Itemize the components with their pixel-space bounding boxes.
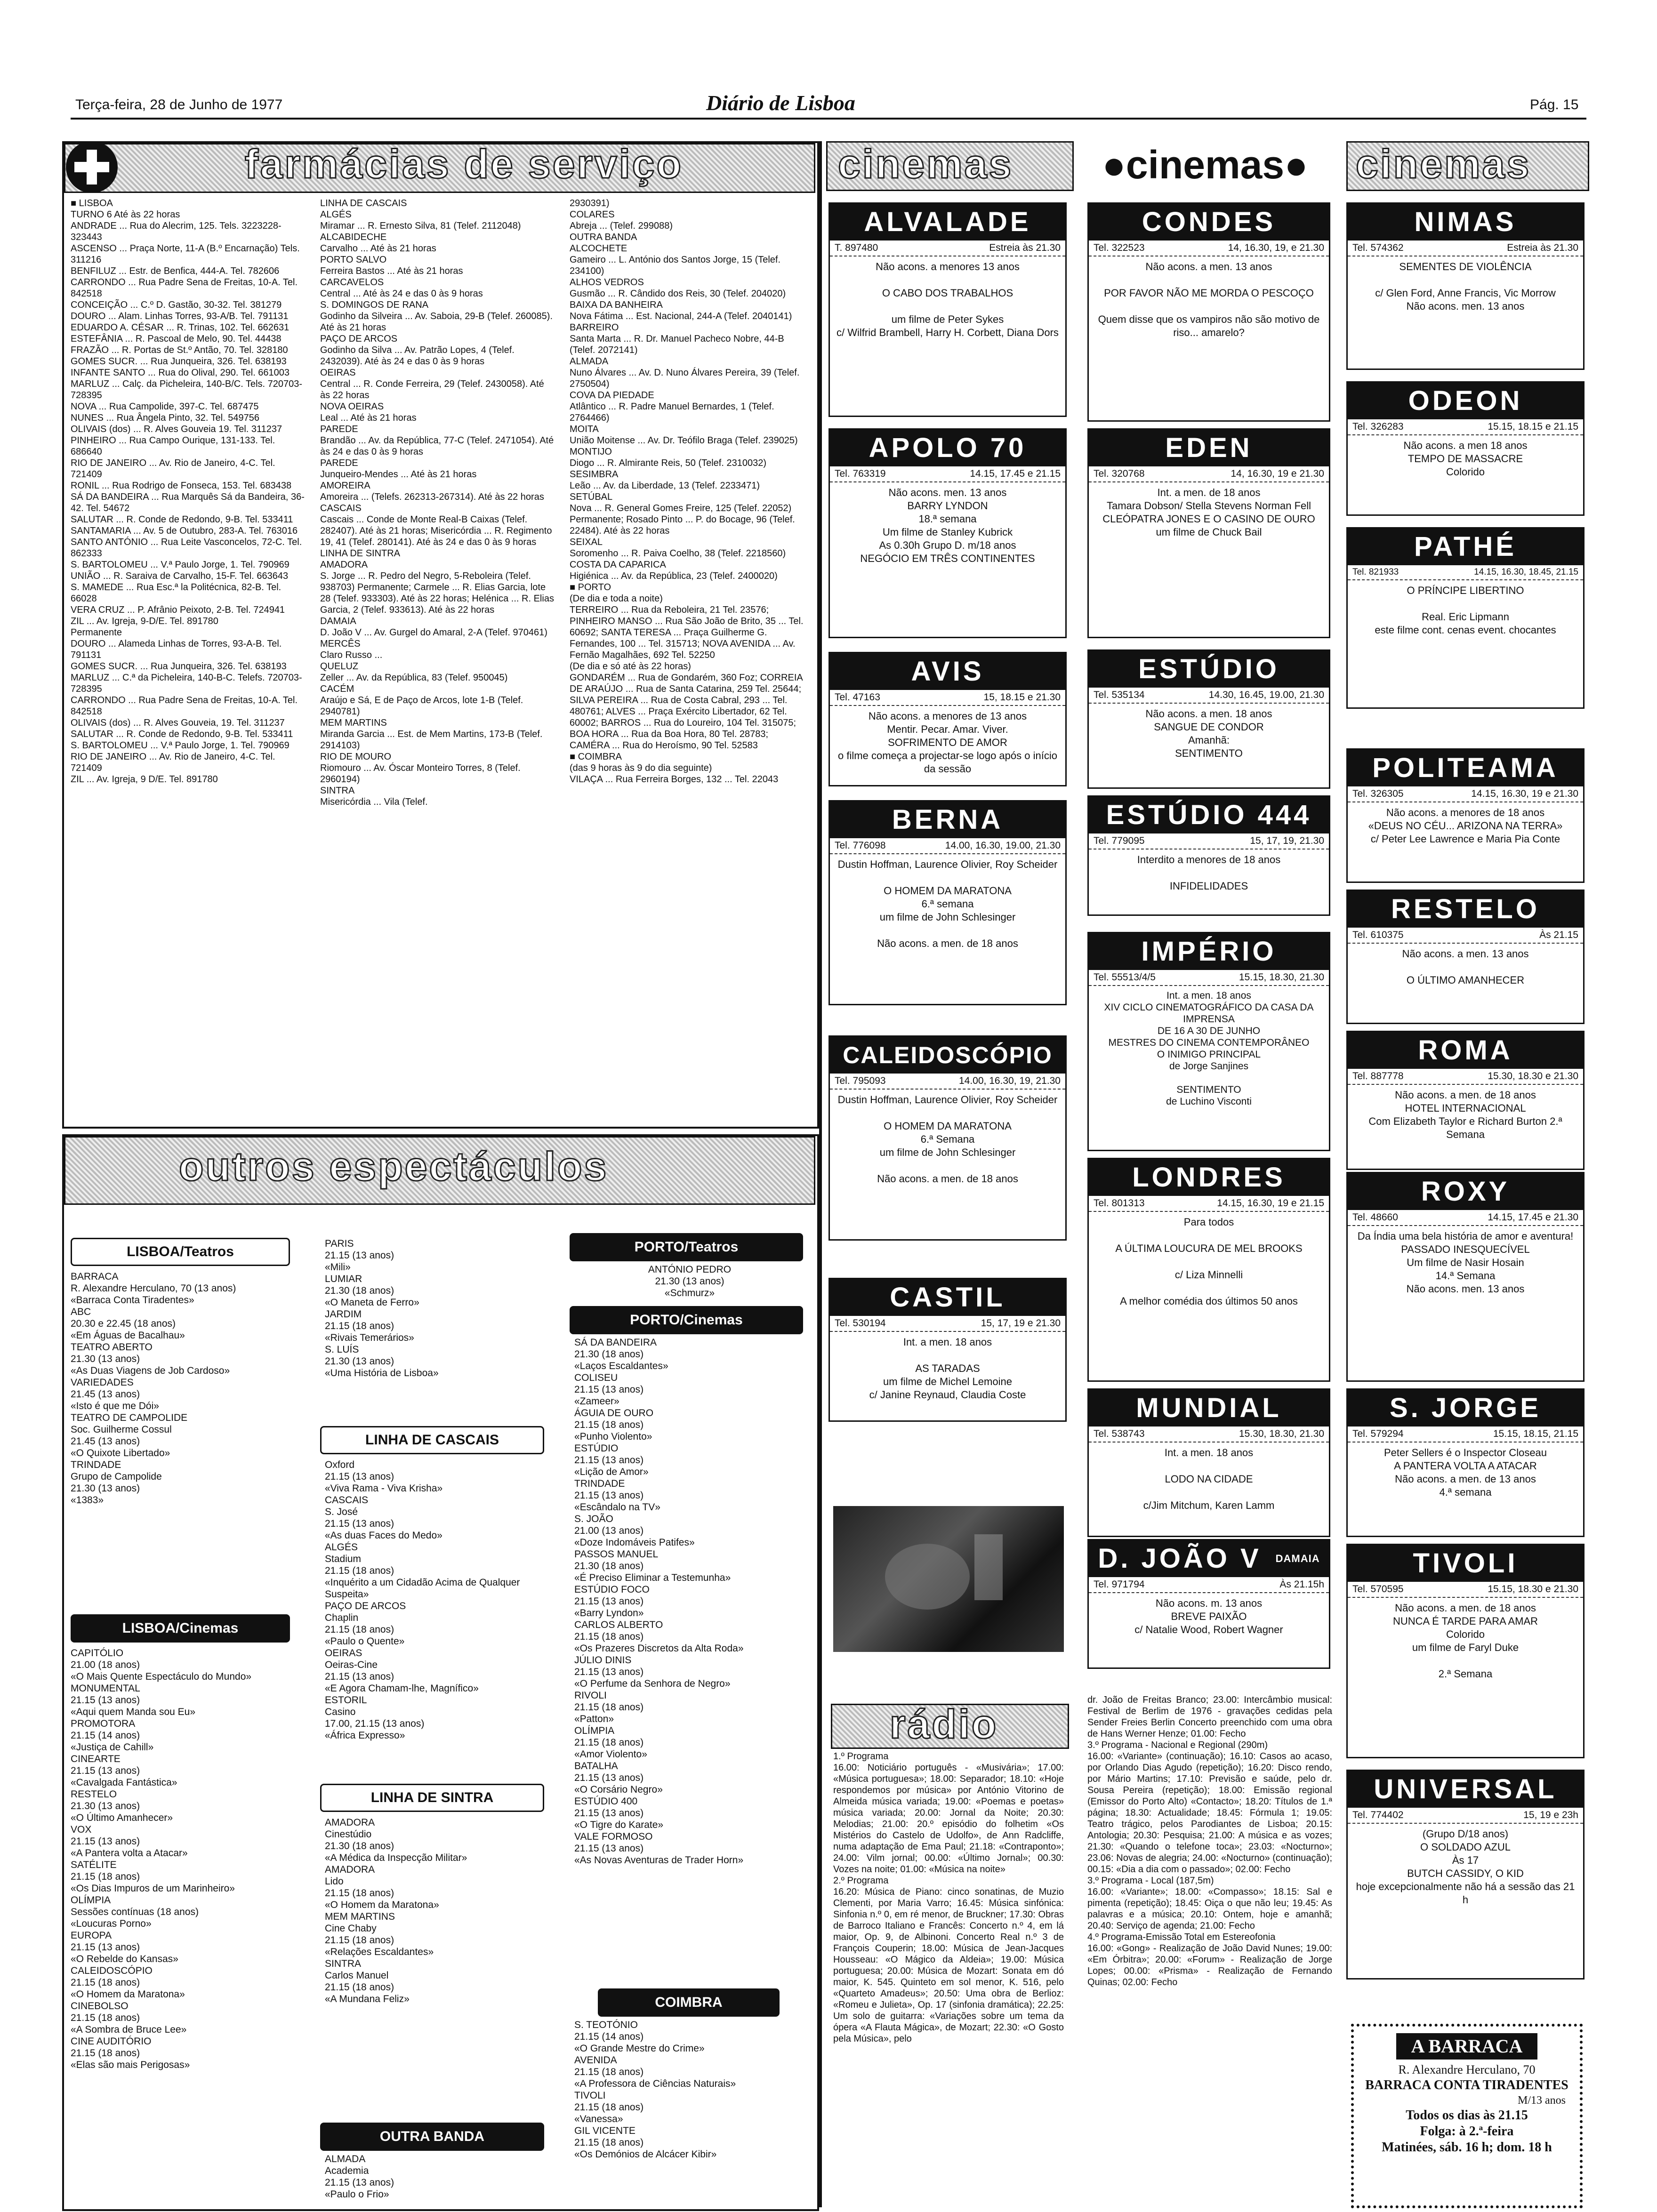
cinema-tel: Tel. 574362: [1352, 242, 1404, 253]
pharmacy-cross-icon: [66, 141, 118, 193]
barraca-ad-title: A BARRACA: [1396, 2033, 1537, 2060]
barraca-ad-schedule: Todos os dias às 21.15 Folga: à 2.ª-feira Matinées, sáb. 16 h; dom. 18 h: [1382, 2108, 1552, 2155]
cinema-tel: Tel. 776098: [835, 840, 886, 851]
cinema-apolo70: [828, 428, 1067, 638]
header-date: Terça-feira, 28 de Junho de 1977: [75, 97, 283, 112]
cinema-tel: Tel. 320768: [1094, 468, 1145, 479]
cinema-imperio: [1087, 932, 1330, 1151]
farmacias-title: farmácias de serviço: [245, 142, 683, 187]
cinema-times: Às 21.15h: [1279, 1579, 1324, 1590]
cinema-name: BERNA: [830, 801, 1065, 838]
cinema-restelo: [1346, 890, 1585, 1024]
cinema-tel-row: [1089, 466, 1329, 482]
outros-outra-banda: ALMADA Academia 21.15 (13 anos) «Paulo o Frio»: [325, 2154, 394, 2200]
cinema-name-row: [1089, 1540, 1329, 1577]
cinema-info: (Grupo D/18 anos) O SOLDADO AZUL Às 17 BUTCH CASSIDY, O KID hoje excepcionalmente não há a sessão das 21 h: [1356, 1828, 1575, 1906]
cinema-times: 14.30, 16.45, 19.00, 21.30: [1208, 689, 1324, 700]
cinema-times: 14.15, 16.30, 18.45, 21.15: [1474, 567, 1578, 577]
cinema-alvalade: [828, 202, 1067, 417]
cinema-times: 14.15, 16.30, 19 e 21.15: [1217, 1198, 1324, 1209]
cinema-tel: Tel. 570595: [1352, 1584, 1404, 1595]
barraca-ad-show: BARRACA CONTA TIRADENTES: [1365, 2078, 1569, 2092]
cinema-info: Dustin Hoffman, Laurence Olivier, Roy Scheider O HOMEM DA MARATONA 6.ª semana um filme de John Schlesinger Não acons. a men. de 18 anos: [837, 858, 1058, 949]
cinema-name: LONDRES: [1089, 1159, 1329, 1196]
farmacias-col-1: ■ LISBOA TURNO 6 Até às 22 horas ANDRADE ... Rua do Alecrim, 125. Tels. 3223228-323443 ASCENSO ... Praça Norte, 11-A (B.º Encarnação) Tels. 311216 BENFILUZ ... Estr. de Benfica, 444-A. Tel. 782606 CARRONDO ... Rua Padre Sena de Freitas, 10-A. Tel. 842518 CONCEIÇÃO ... C.º D. Gastão, 30-32. Tel. 381279 DOURO ... Alam. Linhas Torres, 93-A/B. Tel. 791131 EDUARDO A. CÉSAR ... R. Trinas, 102. Tel. 662631 ESTEFÂNIA ... R. Pascoal de Melo, 90. Tel. 44438 FRAZÃO ... R. Portas de St.º Antão, 70. Tel. 328180 GOMES SUCR. ... Rua Junqueira, 326. Tel. 638193 INFANTE SANTO ... Rua do Olival, 290. Tel. 661003 MARLUZ ... Calç. da Picheleira, 140-B/C. Tels. 720703-728395 NOVA ... Rua Campolide, 397-C. Tel. 687475 NUNES ... Rua Ângela Pinto, 32. Tel. 549756 OLIVAIS (dos) ... R. Alves Gouveia 19. Tel. 311237 PINHEIRO ... Rua Campo Ourique, 131-133. Tel. 686640 RIO DE JANEIRO ... Av. Rio de Janeiro, 4-C. Tel. 721409 RONIL ... Rua Rodrigo de Fonseca, 153. Tel. 683438 SÁ DA BANDEIRA ... Rua Marquês Sá da Bandeira, 36-42. Tel. 54672 SALUTAR ... R. Conde de Redondo, 9-B. Tel. 533411 SANTAMARIA ... Av. 5 de Outubro, 283-A. Tel. 763016 SANTO ANTÓNIO ... Rua Leite Vasconcelos, 72-C. Tel. 862333 S. BARTOLOMEU ... V.ª Paulo Jorge, 1. Tel. 790969 UNIÃO ... R. Saraiva de Carvalho, 15-F. Tel. 663643 S. MAMEDE ... Rua Esc.ª la Politécnica, 82-B. Tel. 66028 VERA CRUZ ... P. Afrânio Peixoto, 2-B. Tel. 724941 ZIL ... Av. Igreja, 9-D/E. Tel. 891780 Permanente DOURO ... Alameda Linhas de Torres, 93-A-B. Tel. 791131 GOMES SUCR. ... Rua Junqueira, 326. Tel. 638193 MARLUZ ... C.ª da Picheleira, 140-B-C. Telefs. 720703-728395 CARRONDO ... Rua Padre Sena de Freitas, 10-A. Tel. 842518 OLIVAIS (dos) ... R. Alves Gouveia, 19. Tel. 311237 SALUTAR ... R. Conde de Redondo, 9-B. Tel. 533411 S. BARTOLOMEU ... V.ª Paulo Jorge, 1. Tel. 790969 RIO DE JANEIRO ... Av. Rio de Janeiro, 4-C. Tel. 721409 ZIL ... Av. Igreja, 9 D/E. Tel. 891780: [71, 198, 305, 785]
cinema-sjorge: [1346, 1388, 1585, 1537]
cinema-times: 15.15, 18.30 e 21.30: [1488, 1584, 1578, 1595]
outros-linha-cascais: Oxford 21.15 (13 anos) «Viva Rama - Viva Krisha» CASCAIS S. José 21.15 (13 anos) «As duas Faces do Medo» ALGÉS Stadium 21.15 (18 anos) «Inquérito a um Cidadão Acima de Qualquer Suspeita» PAÇO DE ARCOS Chaplin 21.15 (18 anos) «Paulo o Quente» OEIRAS Oeiras-Cine 21.15 (13 anos) «E Agora Chamam-lhe, Magnífico» ESTORIL Casino 17.00, 21.15 (13 anos) «África Expresso»: [325, 1459, 520, 1741]
section-linha-cascais: LINHA DE CASCAIS: [320, 1426, 544, 1454]
cinema-berna: [828, 800, 1067, 1005]
cinema-info: Int. a men. de 18 anos Tamara Dobson/ Stella Stevens Norman Fell CLEÓPATRA JONES E O CASINO DE OURO um filme de Chuck Bail: [1102, 487, 1315, 538]
cinema-name: CASTIL: [830, 1279, 1065, 1316]
cinema-times: 14.00, 16.30, 19.00, 21.30: [945, 840, 1061, 851]
cinema-tel-row: [1348, 1069, 1583, 1085]
cinema-name: MUNDIAL: [1089, 1390, 1329, 1427]
cinema-tel-row: [830, 240, 1065, 256]
cinema-info: Não acons. a men. 13 anos O ÚLTIMO AMANHECER: [1402, 948, 1529, 986]
cinema-name: CALEIDOSCÓPIO: [830, 1037, 1065, 1074]
radio-col-1: 1.º Programa 16.00: Noticiário português - «Musivária»; 17.00: «Música portuguesa»; 18.00: Separador; 18.10: «Hoje respondemos por música» por António Vitorino de Almeida música variada; 19.00: «Poemas e poetas» música variada; 20.00: Jornal da Noite; 20.30: Melodias; 21.00: 20.º episódio do folhetim «Os Mistérios do Castelo de Udolfo», de Ann Radcliffe, numa adaptação de Ema Paul; 21.18: «Contraponto»; 24.00: Vilm jornal; 00.00: «Último Jornal»; 00.30: Vozes na noite; 01.00: «Música na noite» 2.º Programa 16.20: Música de Piano: cinco sonatinas, de Muzio Clementi, por Maria Varro; 16.45: Música sinfónica: Sinfonia n.º 0, em ré menor, de Bruckner; 17.30: Obras de Barroco Italiano e Francês: Concerto n.º 4, em lá maior, Op. 9, de Albinoni. Concerto Real n.º 3 de François Couperin; 18.00: Música de Jean-Jacques Housseau: «O Mágico da Aldeia»; 19.00: Música portuguesa; 20.00: Música de Mozart: Sonata em dó maior, K. 545. Quinteto em sol menor, K. 516, pelo «Quarteto Amadeus»; 20.50: Uma obra de Berlioz: «Romeu e Julieta», Op. 17 (sinfonia dramática); 22.25: Um solo de guitarra: «Variações sobre um tema da ópera «A Flauta Mágica», de Mozart; 22.30: «O Gosto pela Música», pelo: [833, 1751, 1064, 2044]
cinema-info: Int. a men. 18 anos LODO NA CIDADE c/Jim Mitchum, Karen Lamm: [1143, 1447, 1275, 1511]
cinema-name: AVIS: [830, 653, 1065, 690]
cinemas-title-left: cinemas: [838, 142, 1014, 187]
outros-title: outros espectáculos: [179, 1144, 609, 1189]
section-outra-banda: OUTRA BANDA: [320, 2123, 544, 2151]
cinema-tel: Tel. 579294: [1352, 1428, 1404, 1439]
cinema-tel-row: [1348, 565, 1583, 580]
cinema-name: NIMAS: [1348, 204, 1583, 240]
cinema-tel: Tel. 322523: [1094, 242, 1145, 253]
cinema-times: 15.15, 18.15, 21.15: [1493, 1428, 1578, 1439]
outros-linha-sintra: AMADORA Cinestúdio 21.30 (18 anos) «A Médica da Inspecção Militar» AMADORA Lido 21.15 (18 anos) «O Homem da Maratona» MEM MARTINS Cine Chaby 21.15 (18 anos) «Relações Escaldantes» SINTRA Carlos Manuel 21.15 (18 anos) «A Mundana Feliz»: [325, 1817, 467, 2004]
cinema-estudio: [1087, 649, 1330, 789]
cinema-name: D. JOÃO V: [1098, 1543, 1262, 1574]
cinema-area: DAMAIA: [1275, 1553, 1320, 1564]
cinema-name: EDEN: [1089, 430, 1329, 466]
cinema-tel-row: [1348, 419, 1583, 435]
cinema-info: SEMENTES DE VIOLÊNCIA c/ Glen Ford, Anne Francis, Vic Morrow Não acons. men. 13 anos: [1375, 261, 1556, 312]
cinema-info: Int. a men. 18 anos AS TARADAS um filme de Michel Lemoine c/ Janine Reynaud, Claudia Coste: [869, 1336, 1026, 1401]
cinema-name: CONDES: [1089, 204, 1329, 240]
cinema-info: Não acons. m. 13 anos BREVE PAIXÃO c/ Natalie Wood, Robert Wagner: [1134, 1597, 1283, 1635]
cinema-name: APOLO 70: [830, 430, 1065, 466]
cinema-tel: Tel. 48660: [1352, 1212, 1398, 1223]
cinema-name: IMPÉRIO: [1089, 933, 1329, 970]
cinema-times: 14.15, 16.30, 19 e 21.30: [1471, 788, 1578, 799]
cinema-tel-row: [830, 838, 1065, 854]
barraca-ad: [1351, 2024, 1583, 2208]
cinema-info: Não acons. a men. de 18 anos HOTEL INTERNACIONAL Com Elizabeth Taylor e Richard Burton 2.ª Semana: [1368, 1089, 1562, 1140]
cinema-tel-row: [1348, 928, 1583, 944]
section-porto-cinemas: PORTO/Cinemas: [570, 1306, 803, 1334]
cinema-info: Dustin Hoffman, Laurence Olivier, Roy Scheider O HOMEM DA MARATONA 6.ª Semana um filme de John Schlesinger Não acons. a men. de 18 anos: [837, 1094, 1058, 1185]
outros-col2-top: PARIS 21.15 (13 anos) «Mili» LUMIAR 21.30 (18 anos) «O Maneta de Ferro» JARDIM 21.15 (18 anos) «Rivais Temerários» S. LUÍS 21.30 (13 anos) «Uma História de Lisboa»: [325, 1238, 439, 1378]
cinema-tel-row: [830, 466, 1065, 482]
cinema-tel: Tel. 326305: [1352, 788, 1404, 799]
cinema-times: 14.00, 16.30, 19, 21.30: [958, 1075, 1061, 1086]
film-still-photo: [833, 1506, 1064, 1652]
cinema-name: S. JORGE: [1348, 1390, 1583, 1427]
cinema-times: 14, 16.30, 19 e 21.30: [1231, 468, 1324, 479]
cinema-caleidoscopio: [828, 1035, 1067, 1241]
cinema-politeama: [1346, 748, 1585, 883]
cinema-name: PATHÉ: [1348, 529, 1583, 565]
cinema-name: ROXY: [1348, 1173, 1583, 1210]
cinema-roxy: [1346, 1172, 1585, 1382]
cinema-info: Não acons. a menores de 13 anos Mentir. Pecar. Amar. Viver. SOFRIMENTO DE AMOR o filme começa a projectar-se logo após o início da sessão: [838, 710, 1057, 775]
cinema-tel: Tel. 610375: [1352, 930, 1404, 940]
cinema-tel: Tel. 774402: [1352, 1810, 1404, 1820]
cinema-times: 14.15, 17.45 e 21.30: [1488, 1212, 1578, 1223]
cinema-info: Não acons. a men. 13 anos POR FAVOR NÃO ME MORDA O PESCOÇO Quem disse que os vampiros não são motivo de riso... amarelo?: [1098, 261, 1320, 338]
cinema-name: UNIVERSAL: [1348, 1771, 1583, 1808]
outros-lisboa-teatros: BARRACA R. Alexandre Herculano, 70 (13 anos) «Barraca Conta Tiradentes» ABC 20.30 e 22.45 (18 anos) «Em Águas de Bacalhau» TEATRO ABERTO 21.30 (13 anos) «As Duas Viagens de Job Cardoso» VARIEDADES 21.45 (13 anos) «Isto é que me Dói» TEATRO DE CAMPOLIDE Soc. Guilherme Cossul 21.45 (13 anos) «O Quixote Libertado» TRINDADE Grupo de Campolide 21.30 (13 anos) «1383»: [71, 1271, 236, 1506]
cinema-tel: Tel. 821933: [1352, 567, 1399, 577]
section-porto-teatros: PORTO/Teatros: [570, 1233, 803, 1261]
cinema-times: 14, 16.30, 19, e 21.30: [1228, 242, 1324, 253]
cinema-tel-row: [1348, 786, 1583, 802]
cinema-info: Não acons. a men 18 anos TEMPO DE MASSACRE Colorido: [1403, 440, 1528, 478]
cinema-info: Interdito a menores de 18 anos INFIDELIDADES: [1137, 854, 1281, 892]
column-separator: [819, 141, 822, 2207]
cinema-info: Int. a men. 18 anos XIV CICLO CINEMATOGRÁFICO DA CASA DA IMPRENSA DE 16 A 30 DE JUNHO MESTRES DO CINEMA CONTEMPORÂNEO O INIMIGO PRINCIPAL de Jorge Sanjines SENTIMENTO de Luchino Visconti: [1104, 990, 1314, 1107]
cinema-times: 15.15, 18.30, 21.30: [1239, 972, 1324, 983]
cinema-tel-row: [1089, 970, 1329, 986]
page-number: Pág. 15: [1530, 97, 1579, 112]
barraca-ad-rating: M/13 anos: [1518, 2094, 1566, 2107]
cinema-name: ALVALADE: [830, 204, 1065, 240]
cinema-tel-row: [1348, 240, 1583, 256]
cinemas-title-center: ●cinemas●: [1102, 143, 1308, 187]
cinema-times: 15, 17, 19, 21.30: [1250, 835, 1324, 846]
outros-porto-teatros: ANTÓNIO PEDRO 21.30 (13 anos) «Schmurz»: [648, 1264, 732, 1298]
cinema-name: ODEON: [1348, 383, 1583, 419]
cinema-tel: Tel. 801313: [1094, 1198, 1145, 1209]
section-linha-sintra: LINHA DE SINTRA: [320, 1784, 544, 1812]
cinema-tel-row: [1089, 240, 1329, 256]
cinema-tel: T. 897480: [835, 242, 878, 253]
cinema-tel: Tel. 326283: [1352, 421, 1404, 432]
cinema-name: ESTÚDIO: [1089, 651, 1329, 688]
farmacias-col-3: 2930391) COLARES Abreja ... (Telef. 299088) OUTRA BANDA ALCOCHETE Gameiro ... L. António dos Santos Jorge, 15 (Telef. 234100) ALHOS VEDROS Gusmão ... R. Cândido dos Reis, 30 (Telef. 204020) BAIXA DA BANHEIRA Nova Fátima ... Est. Nacional, 244-A (Telef. 2040141) BARREIRO Santa Marta ... R. Dr. Manuel Pacheco Nobre, 44-B (Telef. 2072141) ALMADA Nuno Álvares ... Av. D. Nuno Álvares Pereira, 39 (Telef. 2750504) COVA DA PIEDADE Atlântico ... R. Padre Manuel Bernardes, 1 (Telef. 2764466) MOITA União Moitense ... Av. Dr. Teófilo Braga (Telef. 239025) MONTIJO Diogo ... R. Almirante Reis, 50 (Telef. 2310032) SESIMBRA Leão ... Av. da Liberdade, 13 (Telef. 2233471) SETÚBAL Nova ... R. General Gomes Freire, 125 (Telef. 22052) Permanente; Rosado Pinto ... P. do Bocage, 96 (Telef. 22484). Até às 22 horas SEIXAL Soromenho ... R. Paiva Coelho, 38 (Telef. 2218560) COSTA DA CAPARICA Higiénica ... Av. da República, 23 (Telef. 2400020) ■ PORTO (De dia e toda a noite) TERREIRO ... Rua da Reboleira, 21 Tel. 23576; PINHEIRO MANSO ... Rua São João de Brito, 35 ... Tel. 60692; SANTA TERESA ... Praça Guilherme G. Fernandes, 100 ... Tel. 315713; NOVA AVENIDA ... Av. Fernão Magalhães, 692 Tel. 52250 (De dia e só até às 22 horas) GONDARÉM ... Rua de Gondarém, 360 Foz; CORREIA DE ARAÚJO ... Rua de Santa Catarina, 259 Tel. 25644; SILVA PEREIRA ... Rua de Costa Cabral, 293 ... Tel. 480761; ALVES ... Praça Exército Libertador, 62 Tel. 60002; BARROS ... Rua do Loureiro, 104 Tel. 315075; BOA HORA ... Rua da Boa Hora, 80 Tel. 28783; CAMÉRA ... Rua do Heroísmo, 90 Tel. 52583 ■ COIMBRA (das 9 horas às 9 do dia seguinte) VILAÇA ... Rua Ferreira Borges, 132 ... Tel. 22043: [570, 198, 804, 785]
cinema-name: ROMA: [1348, 1032, 1583, 1069]
cinema-pathe: [1346, 527, 1585, 709]
radio-title: rádio: [890, 1702, 998, 1747]
cinema-tel: Tel. 47163: [835, 692, 880, 703]
cinema-name: TIVOLI: [1348, 1545, 1583, 1582]
cinema-tivoli: [1346, 1544, 1585, 1758]
cinema-londres: [1087, 1158, 1330, 1382]
cinema-universal: [1346, 1770, 1585, 1980]
cinema-times: 15.15, 18.15 e 21.15: [1488, 421, 1578, 432]
cinema-times: 15.30, 18.30, 21.30: [1239, 1428, 1324, 1439]
cinema-tel-row: [1089, 1196, 1329, 1212]
cinema-name: ESTÚDIO 444: [1089, 797, 1329, 834]
cinema-tel: Tel. 795093: [835, 1075, 886, 1086]
cinema-avis: [828, 652, 1067, 786]
cinema-tel-row: [1089, 1427, 1329, 1443]
cinema-info: Não acons. a menores 13 anos O CABO DOS TRABALHOS um filme de Peter Sykes c/ Wilfrid Brambell, Harry H. Corbett, Diana Dors: [837, 261, 1059, 338]
cinema-info: Não acons. a men. 18 anos SANGUE DE CONDOR Amanhã: SENTIMENTO: [1145, 708, 1272, 759]
masthead: Diário de Lisboa: [706, 91, 855, 115]
cinema-tel-row: [830, 690, 1065, 706]
cinema-tel: Tel. 538743: [1094, 1428, 1145, 1439]
cinema-info: Não acons. a men. de 18 anos NUNCA É TARDE PARA AMAR Colorido um filme de Faryl Duke 2.ª Semana: [1392, 1602, 1538, 1680]
farmacias-col-2: LINHA DE CASCAIS ALGÉS Miramar ... R. Ernesto Silva, 81 (Telef. 2112048) ALCABIDECHE Carvalho ... Até às 21 horas PORTO SALVO Ferreira Bastos ... Até às 21 horas CARCAVELOS Central ... Até às 24 e das 0 às 9 horas S. DOMINGOS DE RANA Godinho da Silveira ... Av. Saboia, 29-B (Telef. 260085). Até às 21 horas PAÇO DE ARCOS Godinho da Silva ... Av. Patrão Lopes, 4 (Telef. 2432039). Até às 24 e das 0 às 9 horas OEIRAS Central ... R. Conde Ferreira, 29 (Telef. 2430058). Até às 22 horas NOVA OEIRAS Leal ... Até às 21 horas PAREDE Brandão ... Av. da República, 77-C (Telef. 2471054). Até às 24 e das 0 às 9 horas PAREDE Junqueiro-Mendes ... Até às 21 horas AMOREIRA Amoreira ... (Telefs. 262313-267314). Até às 22 horas CASCAIS Cascais ... Conde de Monte Real-B Caixas (Telef. 282407). Até às 21 horas; Misericórdia ... R. Regimento 19, 41 (Telef. 280141). Até às 24 e das 0 às 9 horas LINHA DE SINTRA AMADORA S. Jorge ... R. Pedro del Negro, 5-Reboleira (Telef. 938703) Permanente; Carmele ... R. Elias Garcia, lote 28 (Telef. 933303). Até às 22 horas; Helénica ... R. Elias Garcia, 2 (Telef. 933613). Até às 22 horas DAMAIA D. João V ... Av. Gurgel do Amaral, 2-A (Telef. 970461) MERCÊS Claro Russo ... QUELUZ Zeller ... Av. da República, 83 (Telef. 950045) CACÉM Araújo e Sá, E de Paço de Arcos, lote 1-B (Telef. 2940781) MEM MARTINS Miranda Garcia ... Est. de Mem Martins, 173-B (Telef. 2914103) RIO DE MOURO Riomouro ... Av. Óscar Monteiro Torres, 8 (Telef. 2960194) SINTRA Misericórdia ... Vila (Telef.: [320, 198, 554, 807]
section-lisboa-cinemas: LISBOA/Cinemas: [71, 1614, 290, 1643]
cinema-name: POLITEAMA: [1348, 750, 1583, 786]
radio-col-2: dr. João de Freitas Branco; 23.00: Intercâmbio musical: Festival de Berlim de 1976 - gravações cedidas pela Sender Freies Berlin Concerto preenchido com uma obra de Hans Werner Henze; 01.00: Fecho 3.º Programa - Nacional e Regional (290m) 16.00: «Variante» (continuação); 16.10: Casos ao acaso, por Orlando Dias Agudo (repetição); 16.20: Disco rendo, por Mário Martins; 17.10: Previsão e saúde, pelo dr. Sousa Pereira (repetição); 18.00: Emissão regional (Emissor do Porto Alto) «Contacto»; 18.20: Títulos de 1.ª página; 18.30: Actualidade; 18.45: Fórmula 1; 19.05: Teatro trágico, pelos Parodiantes de Lisboa; 20.15: Antologia; 20.30: Pesquisa; 21.00: A música e as vozes; 21.30: «Quando o telefone toca»; 23.03: «Nocturno»; 23.06: Novas de alegria; 24.00: «Nocturno» (continuação); 00.15: «Dia a dia com o passado»; 02.00: Fecho 3.º Programa - Local (187,5m) 16.00: «Variante»; 18.00: «Compasso»; 18.15: Sal e pimenta (repetição); 18.45: Oiça o que não leu; 19.45: As palavras e a música; 20.10: Ontem, hoje e amanhã; 20.40: Serviço de agenda; 21.00: Fecho 4.º Programa-Emissão Total em Estereofonia 16.00: «Gong» - Realização de João David Nunes; 19.00: «Em Órbitra»; 20.00: «Forum» - Realização de Jorge Lopes; 00.00: «Prisma» - Realização de Fernando Quinas; 02.00: Fecho: [1087, 1695, 1332, 1988]
cinema-tel: Tel. 971794: [1094, 1579, 1145, 1590]
cinema-tel-row: [830, 1316, 1065, 1332]
cinema-tel: Tel. 530194: [835, 1318, 886, 1329]
cinema-info: Da Índia uma bela história de amor e aventura! PASSADO INESQUECÍVEL Um filme de Nasir Hosain 14.ª Semana Não acons. men. 13 anos: [1357, 1230, 1574, 1295]
cinema-djoaov: [1087, 1539, 1330, 1669]
cinema-nimas: [1346, 202, 1585, 370]
cinema-castil: [828, 1278, 1067, 1422]
cinema-name: RESTELO: [1348, 891, 1583, 928]
cinema-times: 15, 19 e 23h: [1523, 1810, 1578, 1820]
cinema-condes: [1087, 202, 1330, 422]
header-rule: [71, 118, 1586, 120]
outros-coimbra: S. TEOTÓNIO 21.15 (14 anos) «O Grande Mestre do Crime» AVENIDA 21.15 (18 anos) «A Professora de Ciências Naturais» TIVOLI 21.15 (18 anos) «Vanessa» GIL VICENTE 21.15 (18 anos) «Os Demónios de Alcácer Kibir»: [574, 2020, 736, 2160]
cinema-tel-row: [1089, 834, 1329, 850]
cinema-tel-row: [1089, 688, 1329, 704]
cinema-info: Para todos A ÚLTIMA LOUCURA DE MEL BROOKS c/ Liza Minnelli A melhor comédia dos últimos 50 anos: [1115, 1216, 1303, 1307]
cinema-times: 15.30, 18.30 e 21.30: [1488, 1071, 1578, 1082]
section-coimbra: COIMBRA: [598, 1988, 780, 2017]
cinema-times: Estreia às 21.30: [989, 242, 1061, 253]
cinema-tel-row: [1348, 1210, 1583, 1226]
cinema-mundial: [1087, 1388, 1330, 1537]
barraca-ad-address: R. Alexandre Herculano, 70: [1398, 2063, 1536, 2076]
cinema-tel: Tel. 779095: [1094, 835, 1145, 846]
cinema-tel-row: [1089, 1577, 1329, 1593]
outros-lisboa-cinemas: CAPITÓLIO 21.00 (18 anos) «O Mais Quente Espectáculo do Mundo» MONUMENTAL 21.15 (13 anos) «Aqui quem Manda sou Eu» PROMOTORA 21.15 (14 anos) «Justiça de Cahill» CINEARTE 21.15 (13 anos) «Cavalgada Fantástica» RESTELO 21.30 (13 anos) «O Último Amanhecer» VOX 21.15 (13 anos) «A Pantera volta a Atacar» SATÉLITE 21.15 (18 anos) «Os Dias Impuros de um Marinheiro» OLÍMPIA Sessões contínuas (18 anos) «Loucuras Porno» EUROPA 21.15 (13 anos) «O Rebelde do Kansas» CALEIDOSCÓPIO 21.15 (18 anos) «O Homem da Maratona» CINEBOLSO 21.15 (18 anos) «A Sombra de Bruce Lee» CINE AUDITÓRIO 21.15 (18 anos) «Elas são mais Perigosas»: [71, 1648, 252, 2070]
cinema-info: O PRÍNCIPE LIBERTINO Real. Eric Lipmann este filme cont. cenas event. chocantes: [1375, 585, 1556, 636]
cinema-tel-row: [830, 1074, 1065, 1090]
cinema-tel: Tel. 763319: [835, 468, 886, 479]
cinema-times: 14.15, 17.45 e 21.15: [970, 468, 1061, 479]
cinema-estudio444: [1087, 795, 1330, 916]
cinemas-title-right: cinemas: [1356, 142, 1531, 187]
cinema-times: 15, 17, 19 e 21.30: [981, 1318, 1061, 1329]
cinema-info: Peter Sellers é o Inspector Closeau A PANTERA VOLTA A ATACAR Não acons. a men. de 13 anos 4.ª semana: [1384, 1447, 1547, 1498]
cinema-tel: Tel. 55513/4/5: [1094, 972, 1156, 983]
cinema-tel: Tel. 535134: [1094, 689, 1145, 700]
cinema-tel: Tel. 887778: [1352, 1071, 1404, 1082]
cinema-tel-row: [1348, 1427, 1583, 1443]
cinema-times: Estreia às 21.30: [1507, 242, 1578, 253]
cinema-odeon: [1346, 381, 1585, 516]
cinema-times: Às 21.15: [1539, 930, 1578, 940]
cinema-info: Não acons. men. 13 anos BARRY LYNDON 18.ª semana Um filme de Stanley Kubrick As 0.30h Grupo D. m/18 anos NEGÓCIO EM TRÊS CONTINENTES: [860, 487, 1035, 564]
section-lisboa-teatros: LISBOA/Teatros: [71, 1238, 290, 1266]
cinema-roma: [1346, 1031, 1585, 1170]
cinema-tel-row: [1348, 1582, 1583, 1598]
cinema-eden: [1087, 428, 1330, 638]
cinema-info: Não acons. a menores de 18 anos «DEUS NO CÉU... ARIZONA NA TERRA» c/ Peter Lee Lawrence e Maria Pia Conte: [1368, 807, 1563, 845]
cinema-times: 15, 18.15 e 21.30: [983, 692, 1061, 703]
outros-porto-cinemas: SÁ DA BANDEIRA 21.30 (18 anos) «Laços Escaldantes» COLISEU 21.15 (13 anos) «Zameer» ÁGUIA DE OURO 21.15 (18 anos) «Punho Violento» ESTÚDIO 21.15 (13 anos) «Lição de Amor» TRINDADE 21.15 (13 anos) «Escândalo na TV» S. JOÃO 21.00 (13 anos) «Doze Indomáveis Patifes» PASSOS MANUEL 21.30 (18 anos) «É Preciso Eliminar a Testemunha» ESTÚDIO FOCO 21.15 (13 anos) «Barry Lyndon» CARLOS ALBERTO 21.15 (18 anos) «Os Prazeres Discretos da Alta Roda» JÚLIO DINIS 21.15 (13 anos) «O Perfume da Senhora de Negro» RIVOLI 21.15 (18 anos) «Patton» OLÍMPIA 21.15 (18 anos) «Amor Violento» BATALHA 21.15 (13 anos) «O Corsário Negro» ESTÚDIO 400 21.15 (13 anos) «O Tigre do Karate» VALE FORMOSO 21.15 (13 anos) «As Novas Aventuras de Trader Horn»: [574, 1337, 744, 1866]
cinema-tel-row: [1348, 1808, 1583, 1824]
